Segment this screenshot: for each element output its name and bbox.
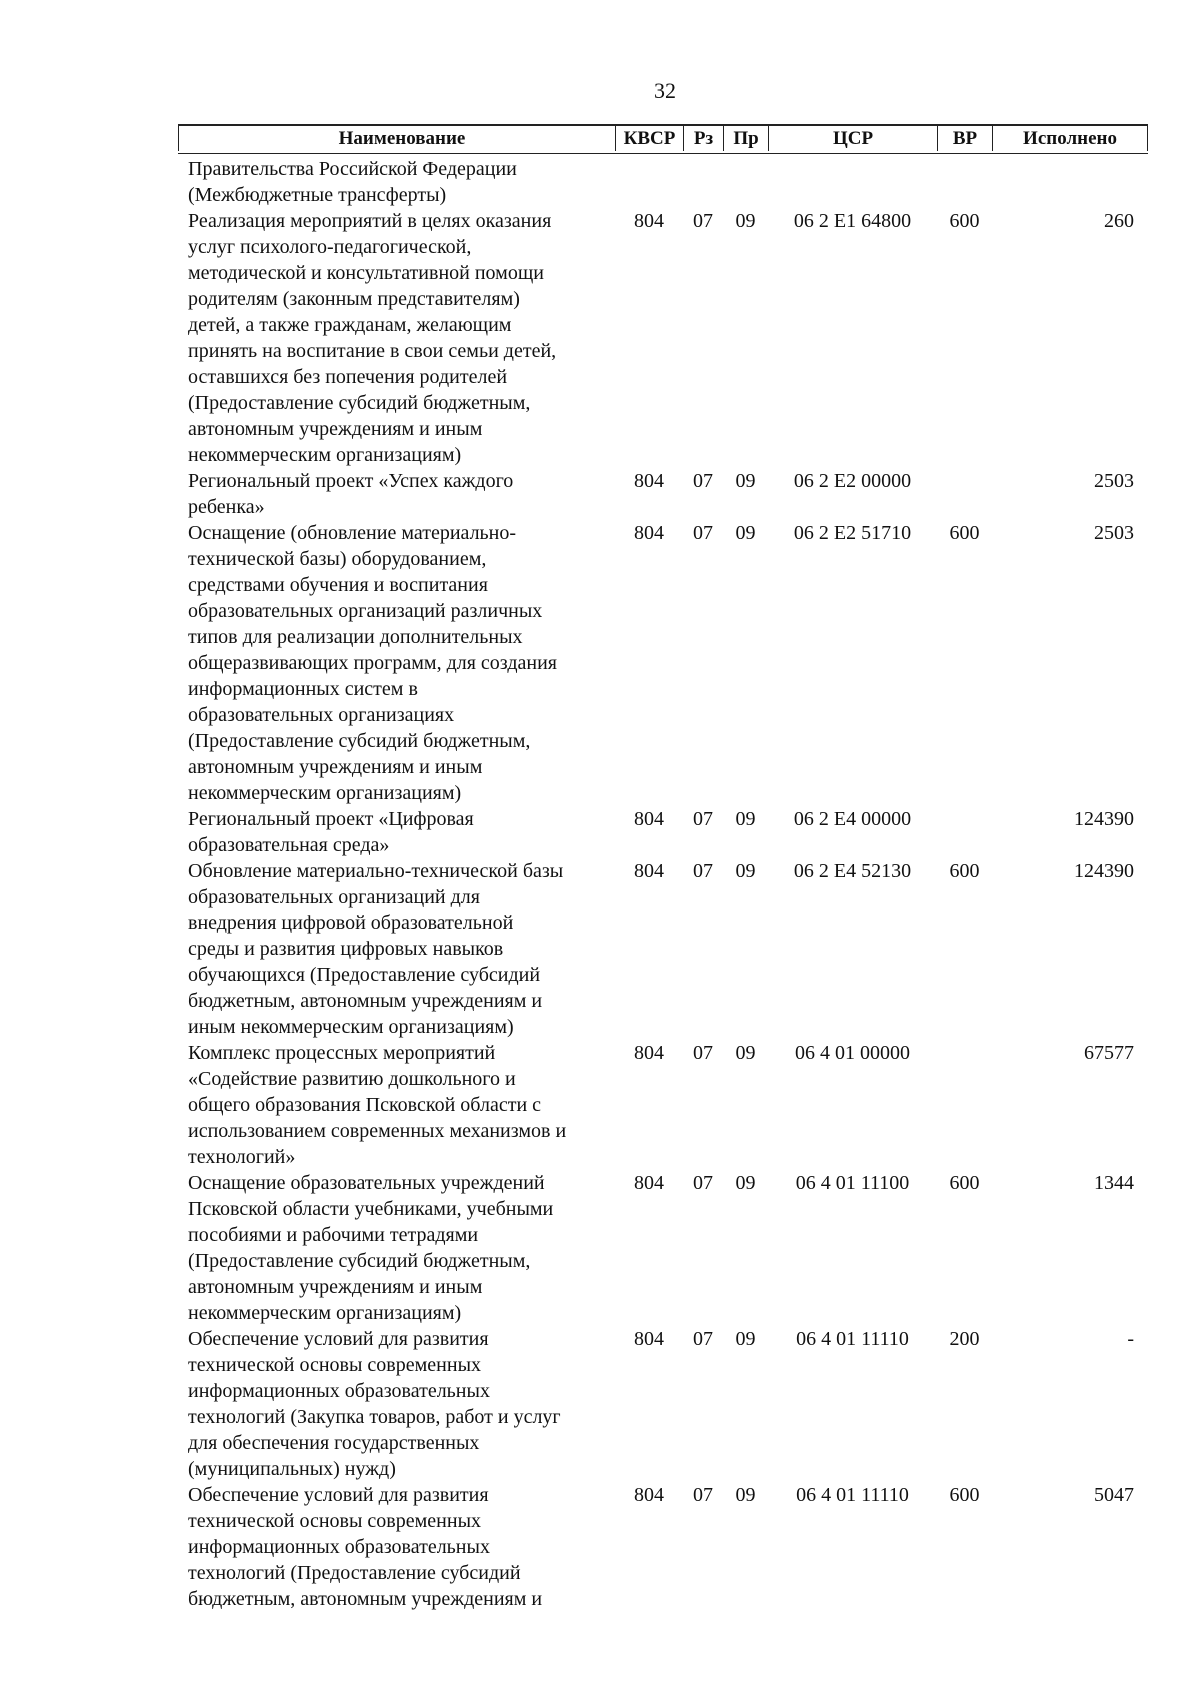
rz-cell: 07: [693, 470, 713, 492]
name-line: общего образования Псковской области с: [188, 1094, 542, 1116]
vr-cell: 200: [949, 1328, 980, 1350]
name-line: внедрения цифровой образовательной: [188, 912, 514, 934]
rz-cell: 07: [693, 1172, 713, 1194]
table-row: [178, 1326, 1148, 1482]
table-row: [178, 1170, 1148, 1326]
budget-table: [178, 124, 1148, 1612]
name-line: некоммерческим организациям): [188, 1302, 462, 1324]
csr-cell: 06 2 E4 52130: [793, 860, 912, 882]
name-cell: [178, 208, 615, 468]
name-line: методической и консультативной помощи: [188, 262, 544, 284]
name-line: «Содействие развитию дошкольного и: [188, 1068, 516, 1090]
vr-cell: 600: [949, 1484, 980, 1506]
header-executed: Исполнено: [992, 126, 1148, 151]
name-line: технической базы) оборудованием,: [188, 548, 487, 570]
name-line: Региональный проект «Успех каждого: [188, 470, 514, 492]
name-line: информационных образовательных: [188, 1380, 490, 1402]
name-line: принять на воспитание в свои семьи детей,: [188, 340, 557, 362]
name-line: Обновление материально-технической базы: [188, 860, 564, 882]
name-cell: [178, 1326, 615, 1482]
name-line: Комплекс процессных мероприятий: [188, 1042, 496, 1064]
csr-cell: 06 4 01 11110: [796, 1484, 909, 1506]
kvsr-cell: 804: [634, 522, 664, 544]
name-line: образовательных организаций различных: [188, 600, 543, 622]
name-line: автономным учреждениям и иным: [188, 756, 483, 778]
name-line: информационных систем в: [188, 678, 418, 700]
kvsr-cell: 804: [634, 470, 664, 492]
name-line: типов для реализации дополнительных: [188, 626, 523, 648]
name-line: автономным учреждениям и иным: [188, 418, 483, 440]
name-line: средствами обучения и воспитания: [188, 574, 488, 596]
name-line: Обеспечение условий для развития: [188, 1484, 489, 1506]
pr-cell: 09: [735, 808, 756, 830]
name-line: образовательных организациях: [188, 704, 455, 726]
name-line: обучающихся (Предоставление субсидий: [188, 964, 541, 986]
name-line: общеразвивающих программ, для создания: [188, 652, 558, 674]
kvsr-cell: 804: [634, 1042, 664, 1064]
name-line: (Предоставление субсидий бюджетным,: [188, 730, 531, 752]
name-cell: [178, 1040, 615, 1170]
name-line: (Предоставление субсидий бюджетным,: [188, 392, 531, 414]
name-cell: [178, 806, 615, 858]
name-line: Псковской области учебниками, учебными: [188, 1198, 554, 1220]
table-row: [178, 858, 1148, 1040]
kvsr-cell: 804: [634, 860, 664, 882]
table-row: [178, 520, 1148, 806]
rz-cell: 07: [693, 808, 713, 830]
name-line: бюджетным, автономным учреждениям и: [188, 990, 543, 1012]
name-line: некоммерческим организациям): [188, 444, 462, 466]
table-row: [178, 208, 1148, 468]
csr-cell: 06 4 01 11100: [795, 1172, 910, 1194]
name-line: детей, а также гражданам, желающим: [188, 314, 512, 336]
vr-cell: 600: [949, 522, 980, 544]
name-line: некоммерческим организациям): [188, 782, 462, 804]
name-line: технологий (Закупка товаров, работ и услуг: [188, 1406, 561, 1428]
kvsr-cell: 804: [634, 1328, 664, 1350]
table-row: [178, 1040, 1148, 1170]
table-row: [178, 1482, 1148, 1612]
csr-cell: 06 4 01 11110: [796, 1328, 909, 1350]
executed-cell: 2503: [1094, 470, 1134, 492]
name-line: среды и развития цифровых навыков: [188, 938, 504, 960]
name-line: информационных образовательных: [188, 1536, 490, 1558]
executed-cell: 124390: [1074, 860, 1134, 882]
executed-cell: -: [1127, 1328, 1134, 1350]
table-header: [178, 124, 1148, 154]
table-row: [178, 468, 1148, 520]
kvsr-cell: 804: [634, 808, 664, 830]
table-row: [178, 806, 1148, 858]
name-line: ребенка»: [188, 496, 265, 518]
name-line: технологий»: [188, 1146, 296, 1168]
kvsr-cell: 804: [634, 1172, 664, 1194]
vr-cell: 600: [949, 1172, 980, 1194]
pr-cell: 09: [735, 1484, 756, 1506]
rz-cell: 07: [693, 860, 713, 882]
header-name: Наименование: [178, 126, 615, 151]
pr-cell: 09: [735, 1042, 756, 1064]
name-line: образовательная среда»: [188, 834, 390, 856]
vr-cell: 600: [949, 860, 980, 882]
executed-cell: 67577: [1084, 1042, 1134, 1064]
name-line: технической основы современных: [188, 1354, 482, 1376]
name-line: иным некоммерческим организациям): [188, 1016, 514, 1038]
name-line: Правительства Российской Федерации: [188, 158, 517, 180]
name-line: родителям (законным представителям): [188, 288, 520, 310]
name-cell: [178, 1482, 615, 1612]
name-line: Оснащение (обновление материально-: [188, 522, 517, 544]
header-pr: Пр: [723, 126, 768, 151]
vr-cell: 600: [949, 210, 980, 232]
name-line: Оснащение образовательных учреждений: [188, 1172, 545, 1194]
header-csr: ЦСР: [768, 126, 937, 151]
csr-cell: 06 2 E2 51710: [793, 522, 912, 544]
rz-cell: 07: [693, 210, 713, 232]
kvsr-cell: 804: [634, 210, 664, 232]
csr-cell: 06 4 01 00000: [795, 1042, 910, 1064]
name-cell: [178, 1170, 615, 1326]
csr-cell: 06 2 E1 64800: [793, 210, 912, 232]
rz-cell: 07: [693, 1042, 713, 1064]
executed-cell: 260: [1104, 210, 1134, 232]
table-row: [178, 156, 1148, 208]
rz-cell: 07: [693, 522, 713, 544]
pr-cell: 09: [735, 210, 756, 232]
table-body: [178, 154, 1148, 1612]
pr-cell: 09: [735, 522, 756, 544]
page-number: 32: [654, 78, 676, 103]
executed-cell: 5047: [1094, 1484, 1134, 1506]
header-kvsr: КВСР: [615, 126, 683, 151]
kvsr-cell: 804: [634, 1484, 664, 1506]
name-line: технической основы современных: [188, 1510, 482, 1532]
name-line: Региональный проект «Цифровая: [188, 808, 474, 830]
name-line: использованием современных механизмов и: [188, 1120, 567, 1142]
pr-cell: 09: [735, 470, 756, 492]
name-line: образовательных организаций для: [188, 886, 480, 908]
executed-cell: 2503: [1094, 522, 1134, 544]
header-vr: ВР: [937, 126, 992, 151]
name-cell: [178, 520, 615, 806]
header-rz: Рз: [683, 126, 723, 151]
name-line: для обеспечения государственных: [188, 1432, 480, 1454]
pr-cell: 09: [735, 1172, 756, 1194]
name-line: (Межбюджетные трансферты): [188, 184, 447, 206]
executed-cell: 1344: [1094, 1172, 1134, 1194]
pr-cell: 09: [735, 860, 756, 882]
csr-cell: 06 2 E4 00000: [793, 808, 912, 830]
name-line: автономным учреждениям и иным: [188, 1276, 483, 1298]
name-line: технологий (Предоставление субсидий: [188, 1562, 521, 1584]
name-cell: [178, 156, 615, 208]
name-line: услуг психолого-педагогической,: [188, 236, 472, 258]
name-cell: [178, 468, 615, 520]
name-line: оставшихся без попечения родителей: [188, 366, 508, 388]
name-line: пособиями и рабочими тетрадями: [188, 1224, 479, 1246]
name-cell: [178, 858, 615, 1040]
rz-cell: 07: [693, 1328, 713, 1350]
rz-cell: 07: [693, 1484, 713, 1506]
csr-cell: 06 2 E2 00000: [793, 470, 912, 492]
name-line: бюджетным, автономным учреждениям и: [188, 1588, 543, 1610]
name-line: (Предоставление субсидий бюджетным,: [188, 1250, 531, 1272]
name-line: Обеспечение условий для развития: [188, 1328, 489, 1350]
name-line: Реализация мероприятий в целях оказания: [188, 210, 552, 232]
executed-cell: 124390: [1074, 808, 1134, 830]
name-line: (муниципальных) нужд): [188, 1458, 396, 1480]
pr-cell: 09: [735, 1328, 756, 1350]
